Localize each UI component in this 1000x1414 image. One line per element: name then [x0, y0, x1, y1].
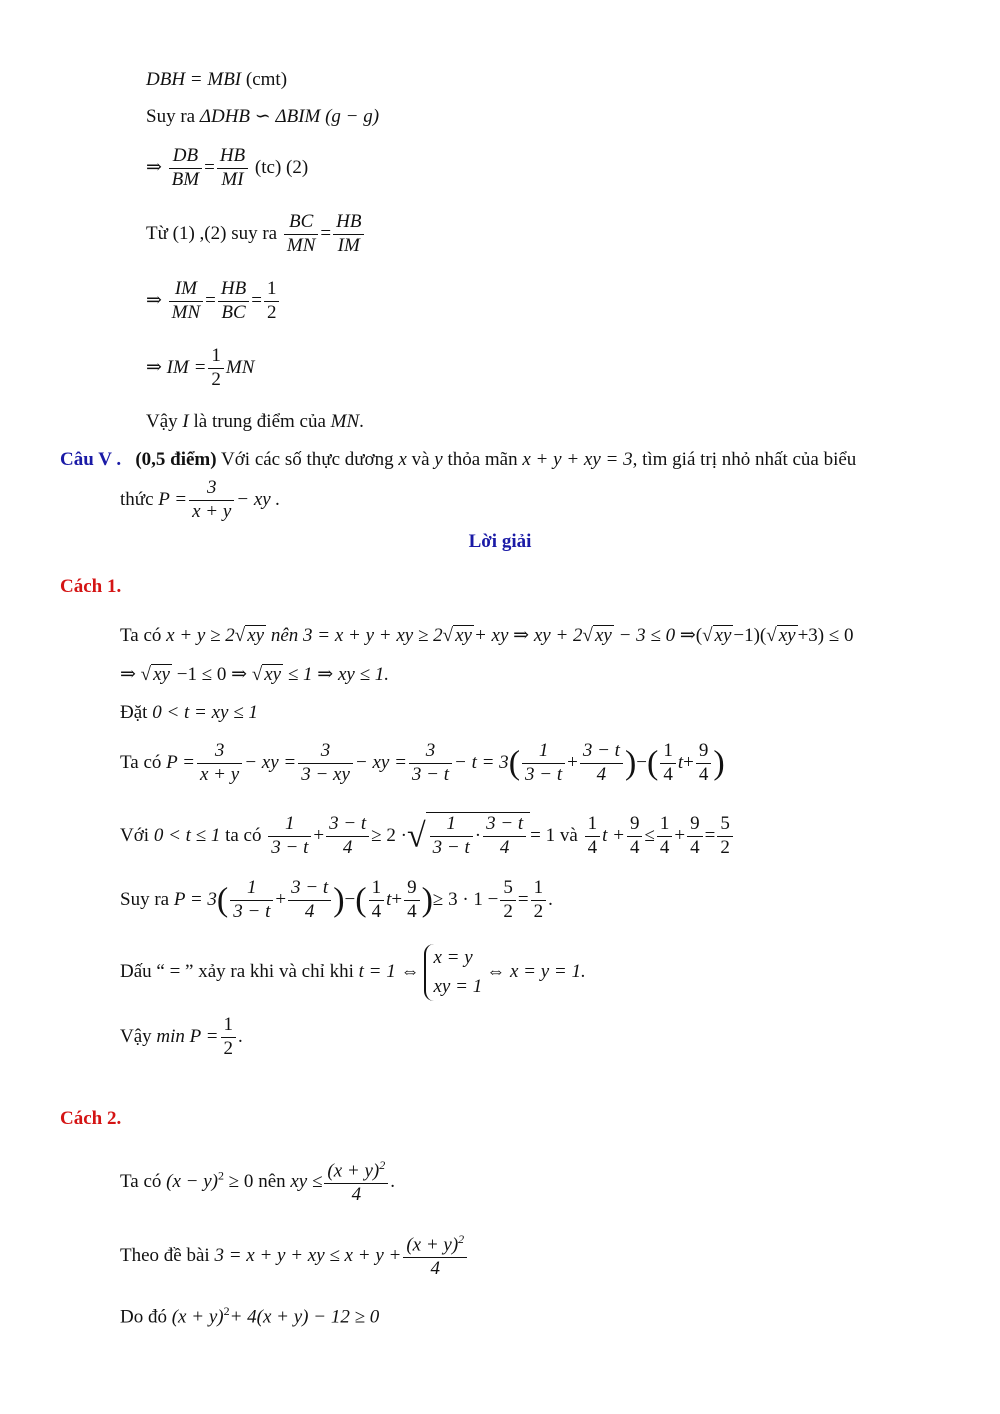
numerator: 1: [268, 813, 311, 837]
denominator: 3 − t: [411, 763, 450, 785]
denominator: x + y: [200, 763, 240, 785]
denominator: IM: [337, 234, 360, 256]
eq-text: − xy =: [354, 751, 407, 773]
fraction: [500, 877, 516, 924]
denominator: BC: [221, 301, 246, 323]
system-eq: xy = 1: [433, 975, 483, 997]
eq-text: 0 < t ≤ 1: [153, 824, 221, 846]
fraction: [189, 477, 234, 524]
fraction: [333, 211, 364, 258]
numerator: 1: [522, 740, 565, 764]
fraction: [687, 813, 703, 860]
eq-text: (x − y): [166, 1170, 218, 1192]
radicand: xy: [594, 625, 612, 646]
denominator: 4: [371, 900, 382, 922]
c1-row5: [120, 812, 735, 860]
eq-text: x + y ≥ 2: [166, 625, 235, 646]
denominator: x + y: [192, 500, 232, 522]
denominator: 2: [533, 900, 544, 922]
fraction: [660, 740, 676, 787]
numerator: 3: [409, 740, 452, 764]
eq-text: + 4(x + y) − 12 ≥ 0: [229, 1306, 380, 1328]
fraction: [409, 740, 452, 787]
numerator: 3 − t: [580, 740, 623, 764]
question-label: Câu V .: [60, 449, 122, 470]
eq-text: = 1: [530, 824, 556, 846]
text: Với các số thực dương: [221, 449, 394, 470]
sqrt: √ xy: [442, 625, 472, 646]
eq-text: ≥ 2 ·: [371, 824, 407, 846]
denominator: 4: [659, 836, 670, 858]
note-text: (cmt): [245, 69, 288, 90]
text: Ta có: [120, 1170, 162, 1192]
radicand: xy: [153, 664, 170, 685]
question-v-line1: [60, 450, 856, 469]
c1-row8: [120, 1014, 243, 1061]
c2-row3: [120, 1305, 379, 1326]
sqrt: √ xy: [251, 664, 282, 685]
fraction: [696, 740, 712, 787]
eq-text: x: [398, 449, 407, 470]
text: thức: [120, 488, 154, 510]
text: .: [548, 888, 553, 910]
numerator: [403, 1232, 467, 1258]
fraction: [522, 740, 565, 787]
denominator: 3 − t: [525, 763, 563, 785]
method-1-title: Cách 1.: [60, 576, 122, 597]
fraction: [483, 813, 526, 860]
eq-text: t = 1 ⇔: [358, 960, 420, 982]
method-2-title: Cách 2.: [60, 1108, 122, 1129]
numerator: 3: [197, 740, 242, 764]
eq-text: xy ≤: [290, 1170, 323, 1192]
fraction: [230, 877, 273, 924]
eq-text: − xy .: [236, 488, 281, 510]
line-ratio-2: ⇒ $\frac{DB}{BM}$ = $\frac{HB}{MI}$ (tc) (2): [146, 145, 309, 190]
line-conclusion-midpoint: [146, 412, 364, 431]
eq-text: nên 3 = x + y + xy ≥ 2: [270, 625, 443, 646]
line-similar-triangles: [146, 107, 379, 126]
eq-text: ≤ 1 ⇒ xy ≤ 1.: [287, 664, 390, 685]
operator: −: [636, 751, 647, 773]
radicand: xy: [778, 625, 796, 646]
denominator: 4: [499, 836, 510, 858]
text: thỏa mãn: [447, 449, 518, 470]
text: Với: [120, 824, 150, 846]
numerator: 3 − t: [326, 813, 369, 837]
text: Dấu “ = ” xảy ra khi và chỉ khi: [120, 960, 354, 982]
question-v-line2: [120, 477, 280, 524]
eq-text: −1 ≤ 0 ⇒: [176, 664, 248, 685]
radicand: xy: [455, 625, 472, 646]
text: , tìm giá trị nhỏ nhất của biểu: [632, 449, 857, 470]
text: Ta có: [120, 625, 162, 646]
numerator: 9: [687, 813, 703, 837]
radicand: [426, 812, 531, 860]
text: Vậy: [120, 1025, 152, 1047]
numerator: 9: [627, 813, 643, 837]
text: .: [359, 411, 364, 432]
eq-text: (x + y): [327, 1160, 380, 1182]
fraction: [197, 740, 242, 787]
fraction: [580, 740, 623, 787]
fraction: [430, 813, 473, 860]
denominator: 2: [720, 836, 730, 858]
numerator: 9: [404, 877, 420, 901]
fraction: [284, 211, 319, 258]
eq-text: − 3 ≤ 0 ⇒: [618, 625, 696, 646]
fraction: [403, 1232, 467, 1281]
denominator: 4: [430, 1258, 440, 1280]
eq-text: + xy ⇒ xy + 2: [473, 625, 583, 646]
operator: +: [391, 888, 403, 910]
fraction: [169, 145, 202, 192]
eq-text: t +: [602, 824, 625, 846]
numerator: HB: [333, 211, 364, 235]
fraction: [627, 813, 643, 860]
numerator: 3 − t: [288, 877, 331, 901]
implies-symbol: ⇒: [146, 156, 162, 178]
text: nên: [258, 1170, 286, 1192]
eq-text: ≤ 0: [828, 625, 854, 646]
denominator: MN: [171, 301, 201, 323]
c1-row1: Ta có x + y ≥ 2√ xy nên 3 = x + y + xy ≥ 2√ xy + xy ⇒ xy + 2√ xy − 3 ≤ 0 ⇒(√ xy −1)(√ xy +3) ≤ 0: [120, 625, 854, 646]
text: Suy ra: [146, 106, 196, 127]
c2-row2: [120, 1232, 469, 1281]
fraction: [288, 877, 331, 924]
fraction: [298, 740, 353, 787]
eq-text: x + y + xy = 3: [522, 449, 633, 470]
fraction: [169, 278, 204, 325]
eq-text: DBH = MBI: [146, 69, 242, 90]
text: và: [559, 824, 578, 846]
denominator: 4: [698, 763, 709, 785]
eq-text: I: [182, 411, 189, 432]
numerator: 1: [208, 345, 224, 369]
c1-row7: [120, 944, 586, 1001]
numerator: 3: [189, 477, 234, 501]
denominator: 3 − t: [271, 836, 309, 858]
eq-text: P =: [166, 751, 195, 773]
denominator: 4: [663, 763, 673, 785]
eq-text: (g − g): [325, 106, 380, 127]
denominator: 4: [587, 836, 598, 858]
eq-text: ⇒ IM =: [146, 356, 207, 378]
fraction: [218, 278, 249, 325]
fraction: [369, 877, 385, 924]
exponent: 2: [223, 1304, 230, 1318]
eq-text: − xy =: [244, 751, 297, 773]
denominator: BM: [171, 168, 200, 190]
text: Vậy: [146, 411, 178, 432]
eq-text: − t = 3: [454, 751, 509, 773]
operator: =: [704, 824, 716, 846]
denominator: 4: [304, 900, 315, 922]
text: Do đó: [120, 1306, 167, 1328]
c1-row2: ⇒ √ xy −1 ≤ 0 ⇒ √ xy ≤ 1 ⇒ xy ≤ 1.: [120, 664, 390, 685]
fraction: [404, 877, 420, 924]
line-dbh-mbi: [146, 70, 287, 89]
numerator: HB: [218, 278, 249, 302]
denominator: 2: [503, 900, 513, 922]
eq-text: P = 3: [173, 888, 217, 910]
numerator: 5: [500, 877, 516, 901]
exponent: 2: [458, 1232, 465, 1246]
denominator: 4: [351, 1184, 362, 1206]
eq-text: MN: [225, 356, 255, 378]
eq-text: ⇔ x = y = 1.: [486, 960, 586, 982]
operator: =: [517, 888, 529, 910]
denominator: 4: [407, 900, 417, 922]
c1-row3: [120, 703, 258, 722]
denominator: 2: [211, 368, 221, 390]
sqrt: √ xy: [766, 625, 796, 646]
numerator: IM: [169, 278, 204, 302]
exponent: 2: [218, 1168, 224, 1183]
implies-symbol: ⇒: [146, 289, 162, 311]
numerator: HB: [217, 145, 248, 169]
denominator: 2: [266, 301, 277, 323]
sqrt: √ xy: [702, 625, 732, 646]
eq-text: (x + y): [406, 1234, 459, 1256]
c1-row4: Ta có P = $\frac{3}{x + y}$ − xy = $\frac{3}{3 - xy}$ − xy = $\frac{3}{3 - t}$ − t = 3( $\frac{1}{3 - t}$ + $\frac{3 - t}{4}$ )−( $\frac{1}{4}$ t+ $\frac{9}{4}$ ): [120, 740, 725, 785]
denominator: 2: [223, 1037, 233, 1059]
exponent: 2: [379, 1158, 386, 1172]
denominator: MN: [286, 234, 316, 256]
c2-row1: [120, 1158, 395, 1207]
text: Ta có: [120, 751, 162, 773]
eq-text: ≥ 3 · 1 −: [432, 888, 499, 910]
line-from-1-2: Từ (1) ,(2) suy ra $\frac{BC}{MN}$ = $\frac{HB}{IM}$: [146, 211, 366, 258]
eq-text: 3 = x + y + xy ≤ x + y +: [214, 1244, 402, 1266]
denominator: 4: [342, 836, 353, 858]
c1-row6: Suy ra P = 3( $\frac{1}{3 - t}$ + $\frac{3 - t}{4}$ )−( $\frac{1}{4}$ t+ $\frac{9}{4}$ )≥ 3 · 1 − $\frac{5}{2}$ = $\frac{1}{2}$ .: [120, 877, 553, 922]
text: ta có: [225, 824, 262, 846]
fraction: [324, 1158, 388, 1207]
eq-text: y: [434, 449, 443, 470]
operator: −: [344, 888, 356, 910]
sqrt: √ xy: [140, 664, 170, 685]
fraction: [657, 813, 673, 860]
numerator: [324, 1158, 388, 1184]
denominator: 4: [690, 836, 700, 858]
denominator: 4: [629, 836, 640, 858]
sqrt: √ xy: [234, 625, 265, 646]
numerator: BC: [284, 211, 319, 235]
text: .: [390, 1170, 396, 1192]
sqrt: √ $\frac{1}{3 - t}$ · $\frac{3 - t}{4}$: [407, 812, 530, 860]
numerator: 1: [660, 740, 676, 764]
fraction: [268, 813, 311, 860]
radicand: xy: [264, 664, 282, 685]
operator: +: [683, 751, 694, 773]
eq-text: ≥ 0: [228, 1170, 254, 1192]
line-im-mn: ⇒ $\frac{IM}{MN}$ = $\frac{HB}{BC}$ = $\frac{1}{2}$: [146, 278, 281, 325]
fraction: [717, 813, 733, 860]
numerator: 9: [696, 740, 712, 764]
question-points: (0,5 điểm): [135, 449, 217, 470]
numerator: 5: [717, 813, 733, 837]
text: Suy ra: [120, 888, 170, 910]
numerator: 1: [430, 813, 473, 837]
numerator: 1: [264, 278, 280, 302]
radicand: xy: [714, 625, 732, 646]
numerator: 1: [531, 877, 547, 901]
line-im-half-mn: [146, 345, 254, 392]
fraction: [585, 813, 601, 860]
operator: ·: [474, 824, 482, 846]
text: Từ (1) ,(2) suy ra: [146, 222, 278, 244]
fraction: [221, 1014, 237, 1061]
system-of-equations: [424, 944, 483, 1001]
numerator: 3 − t: [483, 813, 526, 837]
eq-text: min P =: [156, 1025, 219, 1047]
numerator: 1: [221, 1014, 237, 1038]
fraction: [217, 145, 248, 192]
fraction: [326, 813, 369, 860]
denominator: 3 − t: [233, 900, 271, 922]
numerator: 1: [369, 877, 385, 901]
operator: +: [567, 751, 578, 773]
system-eq: x = y: [433, 947, 473, 968]
denominator: MI: [221, 168, 244, 190]
operator: ≤: [644, 824, 655, 846]
radicand: xy: [247, 625, 265, 646]
numerator: 1: [657, 813, 673, 837]
numerator: 1: [230, 877, 273, 901]
operator: +: [674, 824, 686, 846]
text: là trung điểm của: [193, 411, 326, 432]
text: .: [238, 1025, 243, 1047]
denominator: 3 − xy: [301, 763, 350, 785]
eq-text: ΔDHB ∽ ΔBIM: [199, 106, 321, 127]
eq-text: MN: [330, 411, 360, 432]
numerator: 1: [585, 813, 601, 837]
fraction: [208, 345, 224, 392]
text: Theo đề bài: [120, 1244, 210, 1266]
text: Đặt: [120, 702, 148, 723]
eq-text: P =: [158, 488, 188, 510]
denominator: 4: [596, 763, 607, 785]
denominator: 3 − t: [432, 836, 470, 858]
operator: +: [313, 824, 325, 846]
operator: +: [275, 888, 287, 910]
fraction: [264, 278, 280, 325]
eq-text: 0 < t = xy ≤ 1: [152, 702, 258, 723]
sqrt: √ xy: [582, 625, 612, 646]
numerator: 3: [298, 740, 353, 764]
solution-title: Lời giải: [468, 531, 532, 552]
text: và: [411, 449, 430, 470]
fraction: [531, 877, 547, 924]
eq-text: (x + y): [171, 1306, 224, 1328]
numerator: DB: [169, 145, 202, 169]
note-text: (tc) (2): [254, 156, 309, 178]
